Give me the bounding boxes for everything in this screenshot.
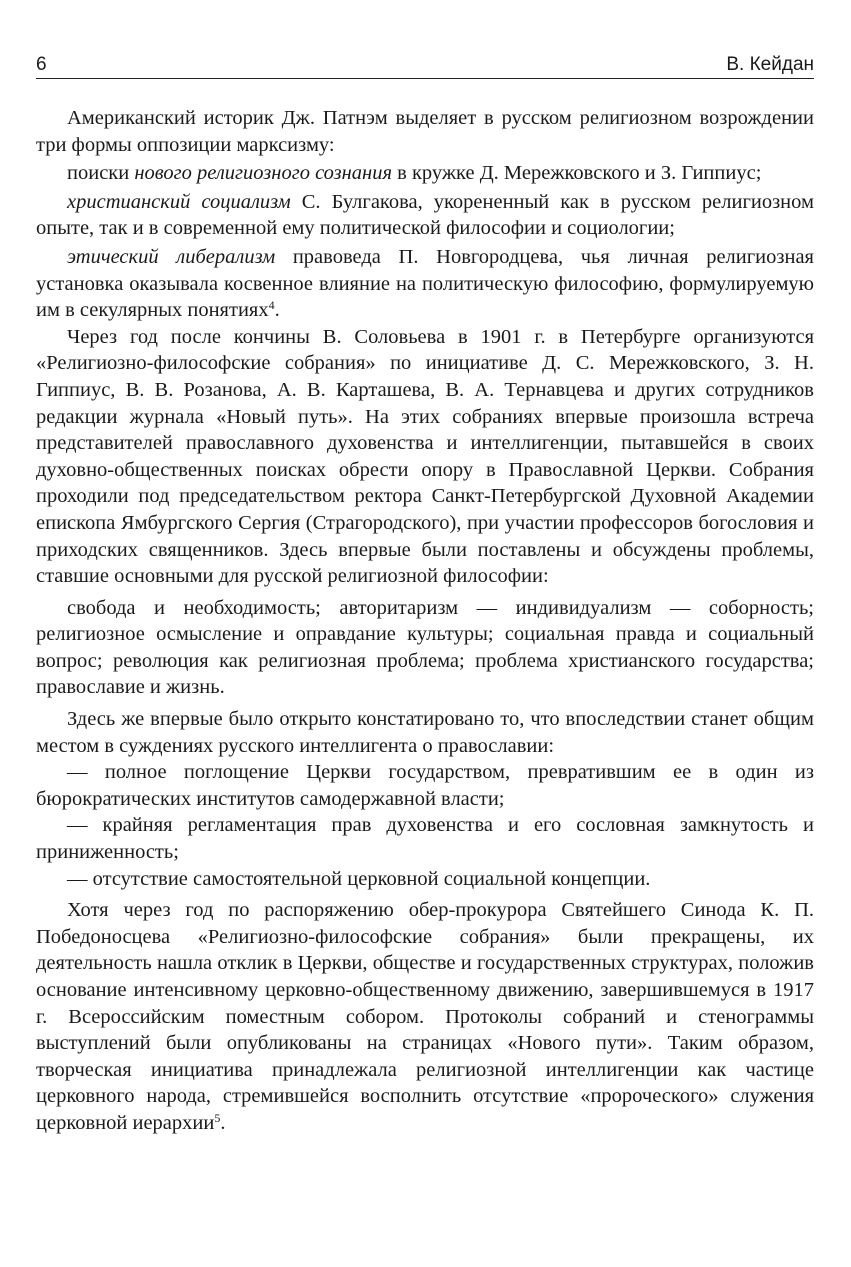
paragraph-3-emphasis: христианский социализм <box>67 190 291 213</box>
footnote-ref-5[interactable]: 5 <box>214 1110 221 1125</box>
paragraph-2-post: в кружке Д. Мережковского и З. Гиппиус; <box>392 162 762 185</box>
paragraph-2-pre: поиски <box>67 162 135 185</box>
book-page <box>36 54 814 1137</box>
list-item-2: — крайняя регламентация прав духовенства и его сословная замкнутость и приниженность; <box>36 814 814 864</box>
paragraph-4-emphasis: этический либерализм <box>67 245 276 268</box>
paragraph-5: Через год после кончины В. Соловьева в 1901 г. в Петербурге организуются «Религиозно-философские собрания» по инициативе Д. С. Мережковского, З. Н. Гиппиус, В. В. Розанова, А. В. Карташева, В. А. Тернавцева и других сотрудников редакции журнала «Новый путь». На этих собраниях впервые произошла встреча представителей православного духовенства и интеллигенции, пытавшейся в своих духовно-общественных поисках обрести опору в Православной Церкви. Собрания проходили под председательством ректора Санкт-Петербургской Духовной Академии епископа Ямбургского Сергия (Страгородского), при участии профессоров богословия и приходских священников. Здесь впервые были поставлены и обсуждены проблемы, ставшие основными для русской религиозной философии: <box>36 325 814 588</box>
paragraph-11-end: . <box>220 1111 226 1134</box>
paragraph-4-end: . <box>274 299 280 322</box>
paragraph-3 <box>36 189 814 242</box>
paragraph-11 <box>36 897 814 1136</box>
paragraph-3-post: С. Булгакова, укорененный как в русском религиозном опыте, так и в современной ему политической философии и социологии; <box>36 190 814 240</box>
page-number: 6 <box>36 54 47 75</box>
body-text <box>36 105 814 1137</box>
running-title: В. Кейдан <box>726 54 814 75</box>
paragraph-2-emphasis: нового религиозного сознания <box>134 162 393 185</box>
paragraph-11-text: Хотя через год по распоряжению обер-прокурора Святейшего Синода К. П. Победоносцева «Религиозно-философские собрания» были прекращены, их деятельность нашла отклик в Церкви, обществе и государственных структурах, положив основание интенсивному церковно-общественному движению, завершившемуся в 1917 г. Всероссийским поместным собором. Протоколы собраний и стенограммы выступлений были опубликованы на страницах «Нового пути». Таким образом, творческая инициатива принадлежала религиозной интеллигенции как частице церковного народа, стремившейся восполнить отсутствие «пророческого» служения церковной иерархии <box>36 899 814 1134</box>
paragraph-2 <box>36 160 814 187</box>
paragraph-1: Американский историк Дж. Патнэм выделяет в русском религиозном возрождении три формы оппозиции марксизму: <box>36 107 814 156</box>
list-item-1: — полное поглощение Церкви государством, превратившим ее в один из бюрократических институтов самодержавной власти; <box>36 761 814 810</box>
footnote-ref-4[interactable]: 4 <box>268 298 275 313</box>
running-header <box>36 54 814 79</box>
paragraph-4-post: правоведа П. Новгородцева, чья личная религиозная установка оказывала косвенное влияние на политическую философию, формулируемую им в секулярных понятиях <box>36 245 814 322</box>
list-item-3: — отсутствие самостоятельной церковной социальной концепции. <box>67 867 651 890</box>
paragraph-6: свобода и необходимость; авторитаризм — индивидуализм — соборность; религиозное осмысление и оправдание культуры; социальная правда и социальный вопрос; революция как религиозная проблема; проблема христианского государства; православие и жизнь. <box>36 596 814 699</box>
paragraph-7: Здесь же впервые было открыто констатировано то, что впоследствии станет общим местом в суждениях русского интеллигента о православии: <box>36 708 814 757</box>
paragraph-4 <box>36 244 814 324</box>
